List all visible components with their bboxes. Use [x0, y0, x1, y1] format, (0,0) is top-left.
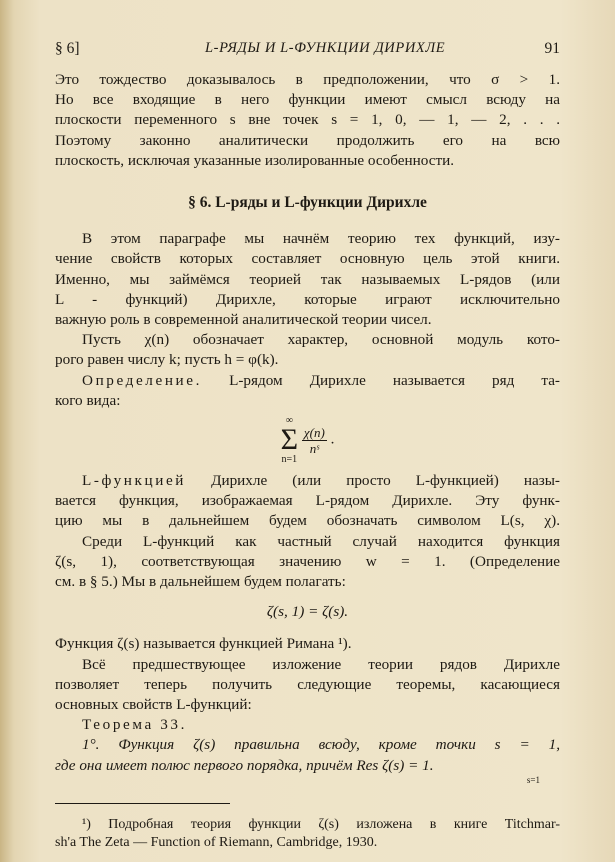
sum-lower-limit: n=1	[281, 454, 298, 466]
intro-line-4: Поэтому законно аналитически продолжить его на всю	[55, 131, 560, 149]
intro-line-2: Но все входящие в него функции имеют смысл всюду на	[55, 91, 560, 109]
footnote-line-1: ¹) Подробная теория функции ζ(s) изложена в книге Titchmar-	[82, 816, 560, 832]
definition-line-1	[55, 371, 560, 391]
footnote-line-2: sh'a The Zeta — Function of Riemann, Cambridge, 1930.	[55, 835, 378, 851]
page-number: 91	[544, 40, 560, 57]
theorem-label	[55, 715, 560, 735]
summation	[281, 415, 298, 465]
theorem-33-label: Теорема 33.	[82, 716, 187, 734]
footnote-rule	[55, 803, 230, 804]
zeta-equation: ζ(s, 1) = ζ(s).	[266, 603, 349, 621]
riemann-line: Функция ζ(s) называется функцией Римана ¹).	[55, 635, 352, 653]
p6-line-1: Всё предшествующее изложение теории рядов Дирихле	[82, 655, 560, 673]
p4-line-1	[55, 471, 560, 491]
p4-line-4: Среди L-функций как частный случай находится функция	[82, 532, 560, 550]
sigma-symbol: Σ	[280, 423, 299, 457]
theorem-text-2: где она имеет полюс первого порядка, причём Res ζ(s) = 1.	[55, 756, 434, 774]
formula-period: .	[330, 430, 335, 448]
p6-line-2: позволяет теперь получить следующие теоремы, касающиеся	[55, 675, 560, 693]
p1-line-5: важную роль в современной аналитической теории чисел.	[55, 311, 432, 329]
fraction-numerator: χ(n)	[303, 424, 325, 440]
series-fraction	[302, 425, 327, 456]
p1-line-4: L - функций) Дирихле, которые играют исключительно	[55, 290, 560, 308]
p4-line-3: цию мы в дальнейшем будем обозначать символом L(s, χ).	[55, 512, 560, 530]
theorem-line-2	[55, 756, 560, 776]
p4-line-5: ζ(s, 1), соответствующая значению w = 1. (Определение	[55, 552, 560, 570]
theorem-text-1: 1°. Функция ζ(s) правильна всюду, кроме точки s = 1,	[82, 736, 560, 754]
p4-text-1: Дирихле (или просто L-функцией) назы-	[186, 472, 560, 490]
dirichlet-series-formula	[55, 415, 560, 465]
p2-line-2: рого равен числу k; пусть h = φ(k).	[55, 351, 279, 369]
fraction-denominator: nˢ	[309, 440, 319, 456]
intro-line-5: плоскость, исключая указанные изолированные особенности.	[55, 151, 455, 169]
sum-upper-limit: ∞	[285, 415, 293, 427]
definition-label: Определение.	[82, 371, 203, 389]
p2-line-1: Пусть χ(n) обозначает характер, основной модуль кото-	[82, 331, 560, 349]
intro-line-3: плоскости переменного s вне точек s = 1, 0, — 1, — 2, . . .	[55, 111, 560, 129]
header-section: § 6]	[55, 40, 80, 57]
p1-line-2: чение свойств которых составляет основную цель этой книги.	[55, 250, 560, 268]
p1-line-3: Именно, мы займёмся теорией так называемых L-рядов (или	[55, 270, 560, 288]
residue-subscript: s=1	[526, 774, 540, 785]
page-body	[55, 70, 560, 853]
intro-line-1: Это тождество доказывалось в предположении, что σ > 1.	[55, 71, 560, 88]
l-function-label: L-функцией	[82, 472, 187, 490]
p4-line-6: см. в § 5.) Мы в дальнейшем будем полагать:	[55, 573, 346, 591]
definition-text: L-рядом Дирихле называется ряд та-	[202, 371, 560, 389]
header-title: L-РЯДЫ И L-ФУНКЦИИ ДИРИХЛЕ	[205, 40, 446, 56]
section-heading: § 6. L-ряды и L-функции Дирихле	[188, 194, 427, 212]
definition-line-2: кого вида:	[55, 391, 121, 409]
p4-line-2: вается функция, изображаемая L-рядом Дирихле. Эту функ-	[55, 492, 560, 510]
p6-line-3: основных свойств L-функций:	[55, 696, 252, 714]
p1-line-1: В этом параграфе мы начнём теорию тех функций, изу-	[82, 230, 560, 248]
theorem-line-1	[55, 735, 560, 755]
